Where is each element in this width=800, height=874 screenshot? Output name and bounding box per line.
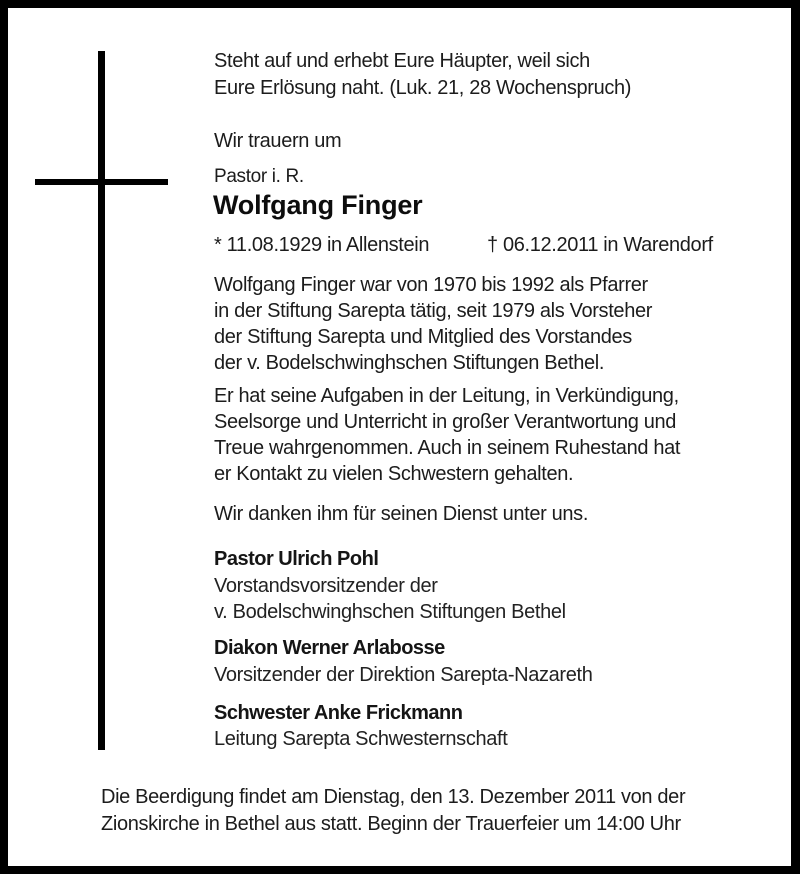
funeral-line: Zionskirche in Bethel aus statt. Beginn der Trauerfeier um 14:00 Uhr — [101, 813, 681, 835]
signer-name: Schwester Anke Frickmann — [214, 702, 463, 724]
thanks-line: Wir danken ihm für seinen Dienst unter uns. — [214, 503, 589, 525]
cross-vertical-bar — [98, 51, 105, 750]
mourning-intro: Wir trauern um — [214, 130, 342, 152]
signer-name: Diakon Werner Arlabosse — [214, 637, 445, 659]
biography-line: Wolfgang Finger war von 1970 bis 1992 als Pfarrer — [214, 274, 648, 296]
biography-line: Er hat seine Aufgaben in der Leitung, in Verkündigung, — [214, 385, 679, 407]
deceased-name: Wolfgang Finger — [213, 190, 423, 220]
biography-line: der Stiftung Sarepta und Mitglied des Vorstandes — [214, 326, 632, 348]
biography-line: Treue wahrgenommen. Auch in seinem Ruhestand hat — [214, 437, 681, 459]
biography-line: Seelsorge und Unterricht in großer Verantwortung und — [214, 411, 677, 433]
signer-role: Vorsitzender der Direktion Sarepta-Nazareth — [214, 664, 593, 686]
birth-date: * 11.08.1929 in Allenstein — [214, 234, 430, 256]
signer-role: Vorstandsvorsitzender der — [214, 575, 438, 597]
signer-role: v. Bodelschwinghschen Stiftungen Bethel — [214, 601, 566, 623]
motto-line: Eure Erlösung naht. (Luk. 21, 28 Wochenspruch) — [214, 77, 632, 99]
obituary-notice — [8, 8, 791, 866]
signer-name: Pastor Ulrich Pohl — [214, 548, 379, 570]
death-date: † 06.12.2011 in Warendorf — [487, 234, 713, 256]
cross-horizontal-bar — [35, 179, 168, 185]
biography-line: er Kontakt zu vielen Schwestern gehalten. — [214, 463, 574, 485]
funeral-line: Die Beerdigung findet am Dienstag, den 13. Dezember 2011 von der — [101, 786, 686, 808]
deceased-title: Pastor i. R. — [214, 166, 304, 187]
signer-role: Leitung Sarepta Schwesternschaft — [214, 728, 508, 750]
biography-line: in der Stiftung Sarepta tätig, seit 1979 als Vorsteher — [214, 300, 653, 322]
motto-line: Steht auf und erhebt Eure Häupter, weil sich — [214, 50, 590, 72]
biography-line: der v. Bodelschwinghschen Stiftungen Bethel. — [214, 352, 605, 374]
